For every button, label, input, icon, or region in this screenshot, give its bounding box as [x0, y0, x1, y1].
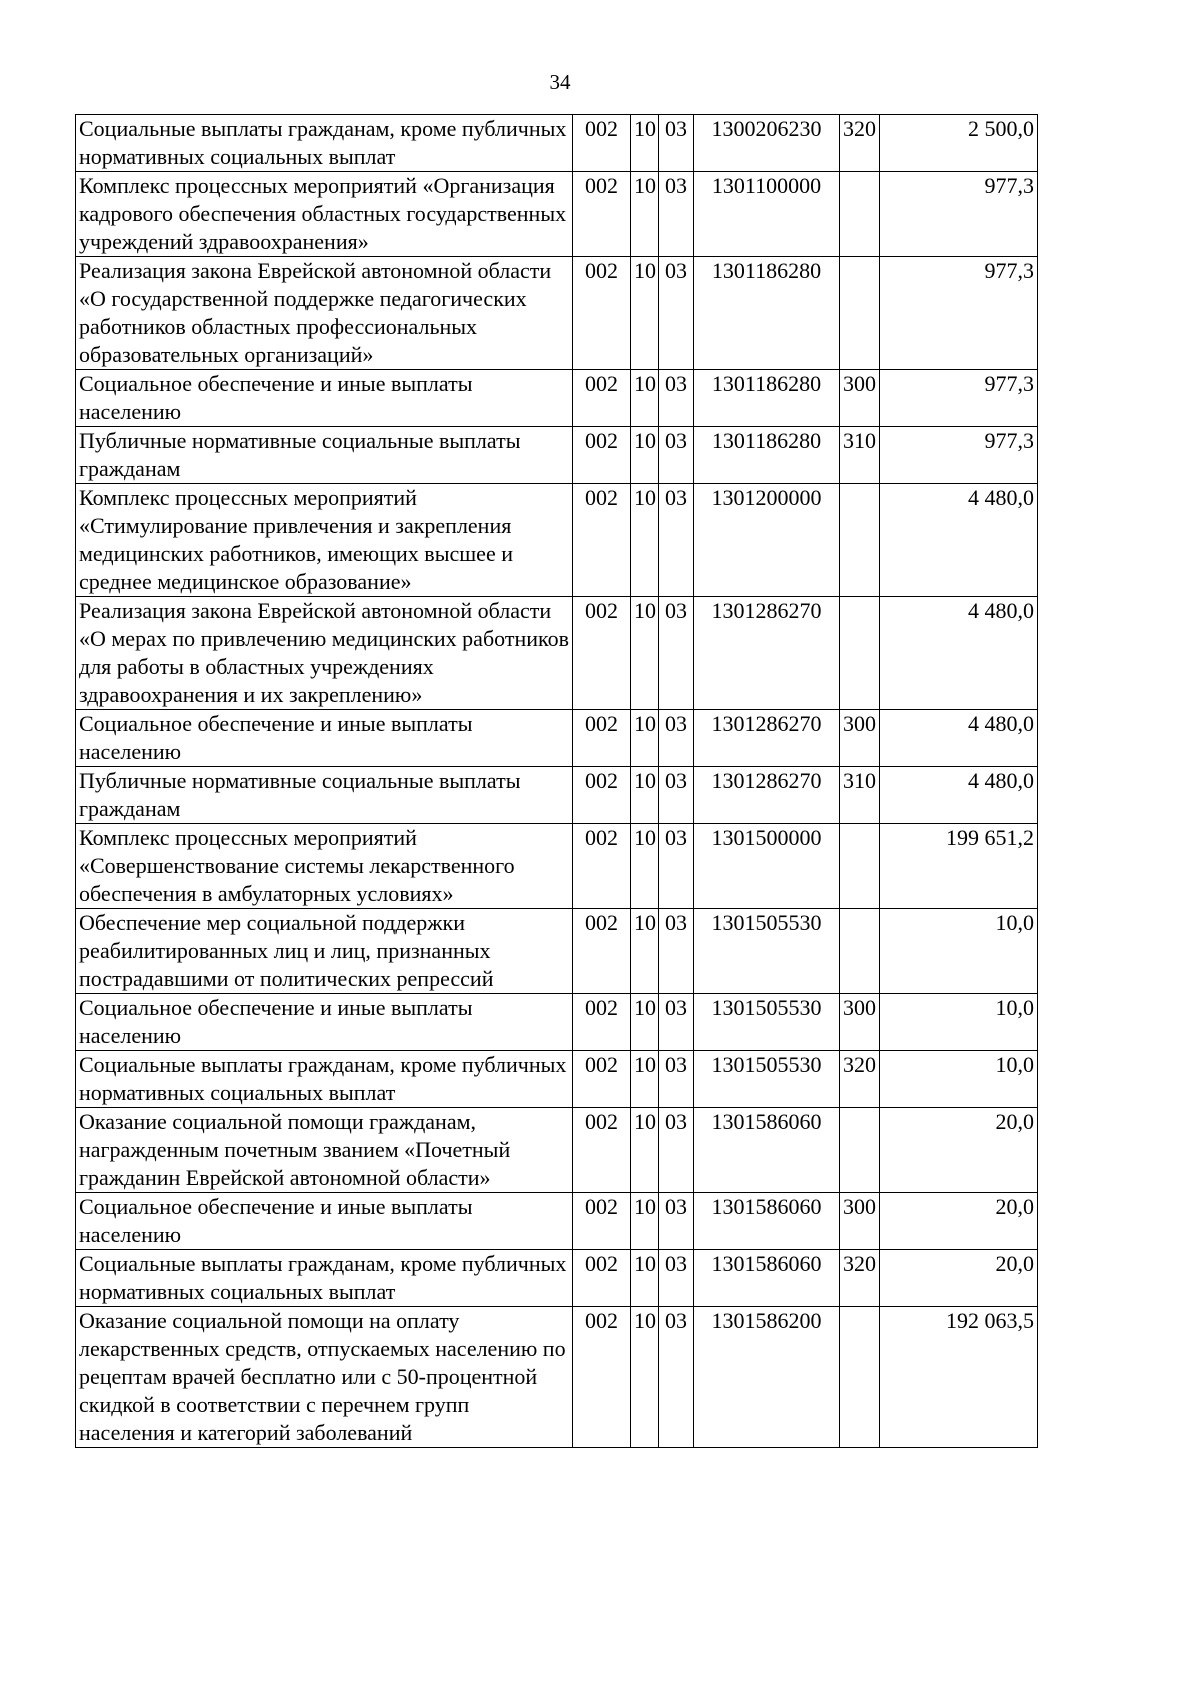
section-code-cell: 10: [631, 427, 659, 484]
section-code-cell: 10: [631, 257, 659, 370]
target-item-cell: 1301505530: [694, 994, 840, 1051]
table-row: [76, 597, 1038, 710]
amount-cell: 10,0: [880, 909, 1038, 994]
ministry-code-cell: 002: [573, 710, 631, 767]
row-name-cell: Социальное обеспечение и иные выплаты населению: [76, 370, 573, 427]
table-row: [76, 1193, 1038, 1250]
ministry-code-cell: 002: [573, 484, 631, 597]
table-row: [76, 484, 1038, 597]
section-code-cell: 10: [631, 994, 659, 1051]
target-item-cell: 1301186280: [694, 257, 840, 370]
expense-type-cell: [840, 1307, 880, 1448]
target-item-cell: 1301586060: [694, 1250, 840, 1307]
amount-cell: 199 651,2: [880, 824, 1038, 909]
target-item-cell: 1301100000: [694, 172, 840, 257]
subsection-code-cell: 03: [659, 597, 694, 710]
row-name-cell: Социальные выплаты гражданам, кроме публичных нормативных социальных выплат: [76, 1051, 573, 1108]
subsection-code-cell: 03: [659, 1051, 694, 1108]
subsection-code-cell: 03: [659, 1108, 694, 1193]
ministry-code-cell: 002: [573, 994, 631, 1051]
section-code-cell: 10: [631, 370, 659, 427]
row-name-cell: Оказание социальной помощи гражданам, награжденным почетным званием «Почетный гражданин Еврейской автономной области»: [76, 1108, 573, 1193]
row-name-cell: Комплекс процессных мероприятий «Организация кадрового обеспечения областных государственных учреждений здравоохранения»: [76, 172, 573, 257]
table-row: [76, 824, 1038, 909]
section-code-cell: 10: [631, 484, 659, 597]
table-row: [76, 1307, 1038, 1448]
subsection-code-cell: 03: [659, 172, 694, 257]
section-code-cell: 10: [631, 1307, 659, 1448]
row-name-cell: Комплекс процессных мероприятий «Совершенствование системы лекарственного обеспечения в амбулаторных условиях»: [76, 824, 573, 909]
row-name-cell: Обеспечение мер социальной поддержки реабилитированных лиц и лиц, признанных пострадавшими от политических репрессий: [76, 909, 573, 994]
section-code-cell: 10: [631, 710, 659, 767]
section-code-cell: 10: [631, 172, 659, 257]
expense-type-cell: [840, 597, 880, 710]
subsection-code-cell: 03: [659, 1307, 694, 1448]
ministry-code-cell: 002: [573, 257, 631, 370]
amount-cell: 977,3: [880, 370, 1038, 427]
row-name-cell: Социальное обеспечение и иные выплаты населению: [76, 994, 573, 1051]
ministry-code-cell: 002: [573, 427, 631, 484]
target-item-cell: 1301586200: [694, 1307, 840, 1448]
target-item-cell: 1301286270: [694, 710, 840, 767]
expense-type-cell: 300: [840, 710, 880, 767]
budget-table: [75, 114, 1038, 1448]
amount-cell: 4 480,0: [880, 597, 1038, 710]
table-row: [76, 257, 1038, 370]
page-number: 34: [549, 70, 571, 94]
ministry-code-cell: 002: [573, 370, 631, 427]
amount-cell: 20,0: [880, 1108, 1038, 1193]
subsection-code-cell: 03: [659, 484, 694, 597]
row-name-cell: Реализация закона Еврейской автономной области «О мерах по привлечению медицинских работников для работы в областных учреждениях здравоохранения и их закреплению»: [76, 597, 573, 710]
expense-type-cell: 310: [840, 427, 880, 484]
target-item-cell: 1301200000: [694, 484, 840, 597]
section-code-cell: 10: [631, 597, 659, 710]
ministry-code-cell: 002: [573, 1250, 631, 1307]
table-row: [76, 1250, 1038, 1307]
section-code-cell: 10: [631, 1051, 659, 1108]
ministry-code-cell: 002: [573, 1108, 631, 1193]
subsection-code-cell: 03: [659, 257, 694, 370]
amount-cell: 4 480,0: [880, 710, 1038, 767]
subsection-code-cell: 03: [659, 994, 694, 1051]
amount-cell: 20,0: [880, 1193, 1038, 1250]
table-row: [76, 767, 1038, 824]
target-item-cell: 1300206230: [694, 115, 840, 172]
expense-type-cell: 320: [840, 1051, 880, 1108]
table-row: [76, 1108, 1038, 1193]
row-name-cell: Социальное обеспечение и иные выплаты населению: [76, 710, 573, 767]
amount-cell: 10,0: [880, 1051, 1038, 1108]
section-code-cell: 10: [631, 1193, 659, 1250]
table-row: [76, 115, 1038, 172]
table-row: [76, 1051, 1038, 1108]
amount-cell: 977,3: [880, 257, 1038, 370]
ministry-code-cell: 002: [573, 767, 631, 824]
expense-type-cell: 310: [840, 767, 880, 824]
table-row: [76, 172, 1038, 257]
ministry-code-cell: 002: [573, 172, 631, 257]
target-item-cell: 1301286270: [694, 597, 840, 710]
target-item-cell: 1301186280: [694, 370, 840, 427]
expense-type-cell: [840, 1108, 880, 1193]
target-item-cell: 1301586060: [694, 1108, 840, 1193]
amount-cell: 192 063,5: [880, 1307, 1038, 1448]
row-name-cell: Публичные нормативные социальные выплаты гражданам: [76, 767, 573, 824]
subsection-code-cell: 03: [659, 115, 694, 172]
ministry-code-cell: 002: [573, 597, 631, 710]
row-name-cell: Оказание социальной помощи на оплату лекарственных средств, отпускаемых населению по рецептам врачей бесплатно или с 50-процентной скидкой в соответствии с перечнем групп населения и категорий заболеваний: [76, 1307, 573, 1448]
expense-type-cell: 300: [840, 1193, 880, 1250]
row-name-cell: Социальные выплаты гражданам, кроме публичных нормативных социальных выплат: [76, 115, 573, 172]
section-code-cell: 10: [631, 767, 659, 824]
target-item-cell: 1301586060: [694, 1193, 840, 1250]
amount-cell: 10,0: [880, 994, 1038, 1051]
expense-type-cell: 320: [840, 1250, 880, 1307]
subsection-code-cell: 03: [659, 1193, 694, 1250]
ministry-code-cell: 002: [573, 1193, 631, 1250]
expense-type-cell: [840, 909, 880, 994]
expense-type-cell: [840, 484, 880, 597]
expense-type-cell: [840, 257, 880, 370]
row-name-cell: Публичные нормативные социальные выплаты гражданам: [76, 427, 573, 484]
row-name-cell: Социальное обеспечение и иные выплаты населению: [76, 1193, 573, 1250]
row-name-cell: Социальные выплаты гражданам, кроме публичных нормативных социальных выплат: [76, 1250, 573, 1307]
target-item-cell: 1301505530: [694, 909, 840, 994]
subsection-code-cell: 03: [659, 370, 694, 427]
amount-cell: 977,3: [880, 172, 1038, 257]
target-item-cell: 1301186280: [694, 427, 840, 484]
table-row: [76, 370, 1038, 427]
amount-cell: 4 480,0: [880, 484, 1038, 597]
amount-cell: 2 500,0: [880, 115, 1038, 172]
ministry-code-cell: 002: [573, 1051, 631, 1108]
ministry-code-cell: 002: [573, 824, 631, 909]
target-item-cell: 1301500000: [694, 824, 840, 909]
target-item-cell: 1301505530: [694, 1051, 840, 1108]
amount-cell: 977,3: [880, 427, 1038, 484]
section-code-cell: 10: [631, 909, 659, 994]
budget-table-body: [76, 115, 1038, 1448]
row-name-cell: Реализация закона Еврейской автономной области «О государственной поддержке педагогических работников областных профессиональных образовательных организаций»: [76, 257, 573, 370]
amount-cell: 20,0: [880, 1250, 1038, 1307]
expense-type-cell: [840, 824, 880, 909]
section-code-cell: 10: [631, 824, 659, 909]
expense-type-cell: 300: [840, 370, 880, 427]
expense-type-cell: 300: [840, 994, 880, 1051]
subsection-code-cell: 03: [659, 767, 694, 824]
ministry-code-cell: 002: [573, 1307, 631, 1448]
table-row: [76, 427, 1038, 484]
subsection-code-cell: 03: [659, 427, 694, 484]
row-name-cell: Комплекс процессных мероприятий «Стимулирование привлечения и закрепления медицинских работников, имеющих высшее и среднее медицинское образование»: [76, 484, 573, 597]
subsection-code-cell: 03: [659, 1250, 694, 1307]
amount-cell: 4 480,0: [880, 767, 1038, 824]
section-code-cell: 10: [631, 115, 659, 172]
table-row: [76, 710, 1038, 767]
table-row: [76, 909, 1038, 994]
ministry-code-cell: 002: [573, 115, 631, 172]
section-code-cell: 10: [631, 1250, 659, 1307]
expense-type-cell: [840, 172, 880, 257]
target-item-cell: 1301286270: [694, 767, 840, 824]
subsection-code-cell: 03: [659, 710, 694, 767]
subsection-code-cell: 03: [659, 909, 694, 994]
expense-type-cell: 320: [840, 115, 880, 172]
table-row: [76, 994, 1038, 1051]
section-code-cell: 10: [631, 1108, 659, 1193]
subsection-code-cell: 03: [659, 824, 694, 909]
ministry-code-cell: 002: [573, 909, 631, 994]
